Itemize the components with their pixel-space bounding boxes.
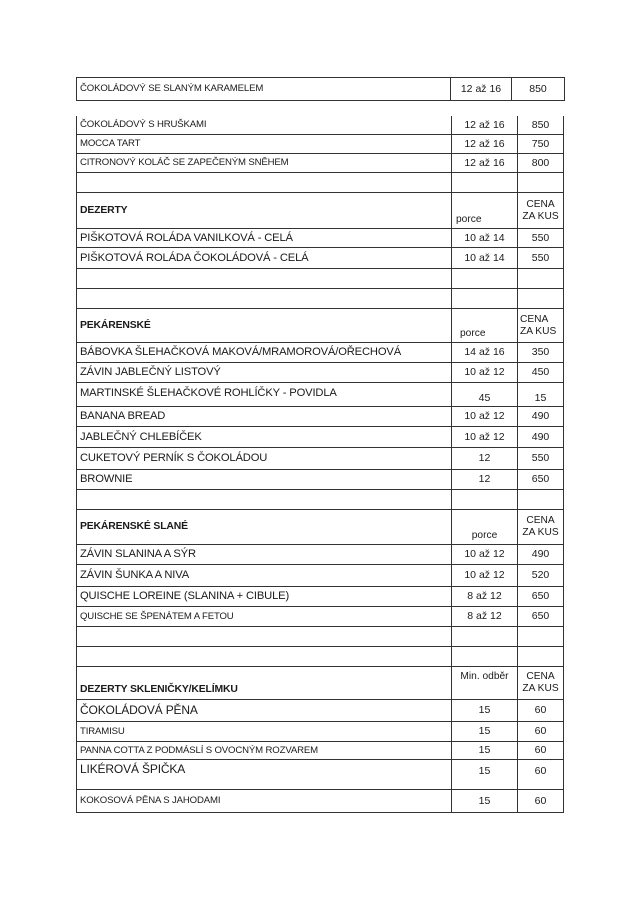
section-header-row [76, 510, 564, 545]
item-price: 650 [517, 470, 564, 489]
section-header-row [76, 309, 564, 343]
empty-cell [517, 173, 564, 192]
empty-row [76, 647, 564, 667]
item-name: QUISCHE LOREINE (SLANINA + CIBULE) [76, 587, 451, 606]
item-price: 60 [517, 700, 564, 721]
item-name: TIRAMISU [76, 722, 451, 741]
table-row [76, 343, 564, 363]
empty-row [76, 490, 564, 510]
item-portions: 15 [451, 742, 517, 759]
item-price: 550 [517, 448, 564, 469]
item-name: JABLEČNÝ CHLEBÍČEK [76, 427, 451, 447]
column-header-quantity: porce [451, 309, 517, 342]
item-portions: 10 až 12 [451, 565, 517, 586]
table-row [76, 587, 564, 607]
item-name: MOCCA TART [76, 135, 451, 153]
item-name: PIŠKOTOVÁ ROLÁDA ČOKOLÁDOVÁ - CELÁ [76, 248, 451, 268]
item-name: BÁBOVKA ŠLEHAČKOVÁ MAKOVÁ/MRAMOROVÁ/OŘECHOVÁ [76, 343, 451, 362]
item-portions: 45 [451, 383, 517, 406]
item-price: 550 [517, 248, 564, 268]
section-title: DEZERTY [76, 193, 451, 228]
column-header-price: CENA ZA KUS [517, 510, 564, 544]
empty-cell [76, 269, 451, 288]
empty-cell [451, 627, 517, 646]
item-name: ZÁVIN ŠUNKA A NIVA [76, 565, 451, 586]
empty-cell [517, 490, 564, 509]
item-price: 800 [517, 154, 564, 172]
item-portions: 8 až 12 [451, 607, 517, 626]
item-name: MARTINSKÉ ŠLEHAČKOVÉ ROHLÍČKY - POVIDLA [76, 383, 451, 406]
empty-cell [451, 289, 517, 308]
table-row [76, 116, 564, 135]
table-row [76, 722, 564, 742]
item-price: 350 [517, 343, 564, 362]
empty-cell [76, 173, 451, 192]
empty-row [76, 173, 564, 193]
column-header-quantity: Min. odběr [451, 667, 517, 699]
item-price: 550 [517, 229, 564, 247]
item-portions: 15 [451, 790, 517, 812]
table-row [76, 790, 564, 813]
item-portions: 10 až 14 [451, 248, 517, 268]
section-title: PEKÁRENSKÉ SLANÉ [76, 510, 451, 544]
empty-cell [76, 627, 451, 646]
column-header-price: CENA ZA KUS [517, 667, 564, 699]
item-name: QUISCHE SE ŠPENÁTEM A FETOU [76, 607, 451, 626]
item-name: LIKÉROVÁ ŠPIČKA [76, 760, 451, 789]
item-price: 650 [517, 607, 564, 626]
item-portions: 15 [451, 722, 517, 741]
item-portions: 12 [451, 448, 517, 469]
section-title: DEZERTY SKLENIČKY/KELÍMKU [76, 667, 451, 699]
item-price: 520 [517, 565, 564, 586]
table-row [76, 363, 564, 383]
empty-cell [517, 269, 564, 288]
table-row [76, 407, 564, 427]
item-price: 490 [517, 407, 564, 426]
empty-cell [517, 647, 564, 666]
table-row [76, 248, 564, 269]
item-portions: 10 až 14 [451, 229, 517, 247]
item-price: 15 [517, 383, 564, 406]
table-row [76, 545, 564, 565]
item-name: ČOKOLÁDOVÁ PĚNA [76, 700, 451, 721]
table-row [76, 229, 564, 248]
empty-cell [451, 269, 517, 288]
table-row [76, 427, 564, 448]
table-row [76, 135, 564, 154]
table-row [76, 700, 564, 722]
table-row [76, 742, 564, 760]
main-price-table [76, 116, 564, 813]
empty-cell [517, 627, 564, 646]
table-row [76, 383, 564, 407]
column-header-quantity: porce [451, 510, 517, 544]
item-portions: 8 až 12 [451, 587, 517, 606]
empty-row [76, 627, 564, 647]
column-header-price: CENA ZA KUS [517, 193, 564, 228]
empty-cell [76, 490, 451, 509]
item-price: 490 [517, 427, 564, 447]
item-portions: 12 až 16 [451, 135, 517, 153]
item-portions: 12 [451, 470, 517, 489]
table-row [76, 760, 564, 790]
item-name: BROWNIE [76, 470, 451, 489]
empty-row [76, 269, 564, 289]
item-price: 60 [517, 760, 564, 789]
item-name: ZÁVIN JABLEČNÝ LISTOVÝ [76, 363, 451, 382]
column-header-quantity: porce [451, 193, 517, 228]
table-row [76, 565, 564, 587]
item-name: KOKOSOVÁ PĚNA S JAHODAMI [76, 790, 451, 812]
item-portions: 10 až 12 [451, 545, 517, 564]
top-price-table [76, 77, 565, 101]
item-price: 490 [517, 545, 564, 564]
item-name: ZÁVIN SLANINA A SÝR [76, 545, 451, 564]
item-portions: 15 [451, 700, 517, 721]
item-name: BANANA BREAD [76, 407, 451, 426]
item-portions: 15 [451, 760, 517, 789]
section-header-row [76, 667, 564, 700]
empty-cell [451, 173, 517, 192]
item-price: 60 [517, 742, 564, 759]
table-row [76, 470, 564, 490]
item-portions: 10 až 12 [451, 427, 517, 447]
item-portions: 12 až 16 [450, 78, 511, 100]
item-name: PIŠKOTOVÁ ROLÁDA VANILKOVÁ - CELÁ [76, 229, 451, 247]
item-name: CITRONOVÝ KOLÁČ SE ZAPEČENÝM SNĚHEM [76, 154, 451, 172]
item-name: ČOKOLÁDOVÝ SE SLANÝM KARAMELEM [76, 78, 450, 100]
item-portions: 12 až 16 [451, 116, 517, 134]
item-name: ČOKOLÁDOVÝ S HRUŠKAMI [76, 116, 451, 134]
item-portions: 10 až 12 [451, 363, 517, 382]
item-price: 60 [517, 790, 564, 812]
table-row [76, 154, 564, 173]
empty-row [76, 289, 564, 309]
empty-cell [517, 289, 564, 308]
item-price: 450 [517, 363, 564, 382]
item-price: 60 [517, 722, 564, 741]
item-price: 850 [511, 78, 565, 100]
empty-cell [451, 647, 517, 666]
table-row [76, 78, 565, 101]
item-price: 650 [517, 587, 564, 606]
column-header-price: CENA ZA KUS [517, 309, 564, 342]
section-header-row [76, 193, 564, 229]
table-row [76, 448, 564, 470]
section-title: PEKÁRENSKÉ [76, 309, 451, 342]
item-portions: 14 až 16 [451, 343, 517, 362]
item-portions: 12 až 16 [451, 154, 517, 172]
empty-cell [76, 289, 451, 308]
empty-cell [451, 490, 517, 509]
item-portions: 10 až 12 [451, 407, 517, 426]
item-price: 850 [517, 116, 564, 134]
item-price: 750 [517, 135, 564, 153]
item-name: CUKETOVÝ PERNÍK S ČOKOLÁDOU [76, 448, 451, 469]
item-name: PANNA COTTA Z PODMÁSLÍ S OVOCNÝM ROZVAREM [76, 742, 451, 759]
table-row [76, 607, 564, 627]
empty-cell [76, 647, 451, 666]
